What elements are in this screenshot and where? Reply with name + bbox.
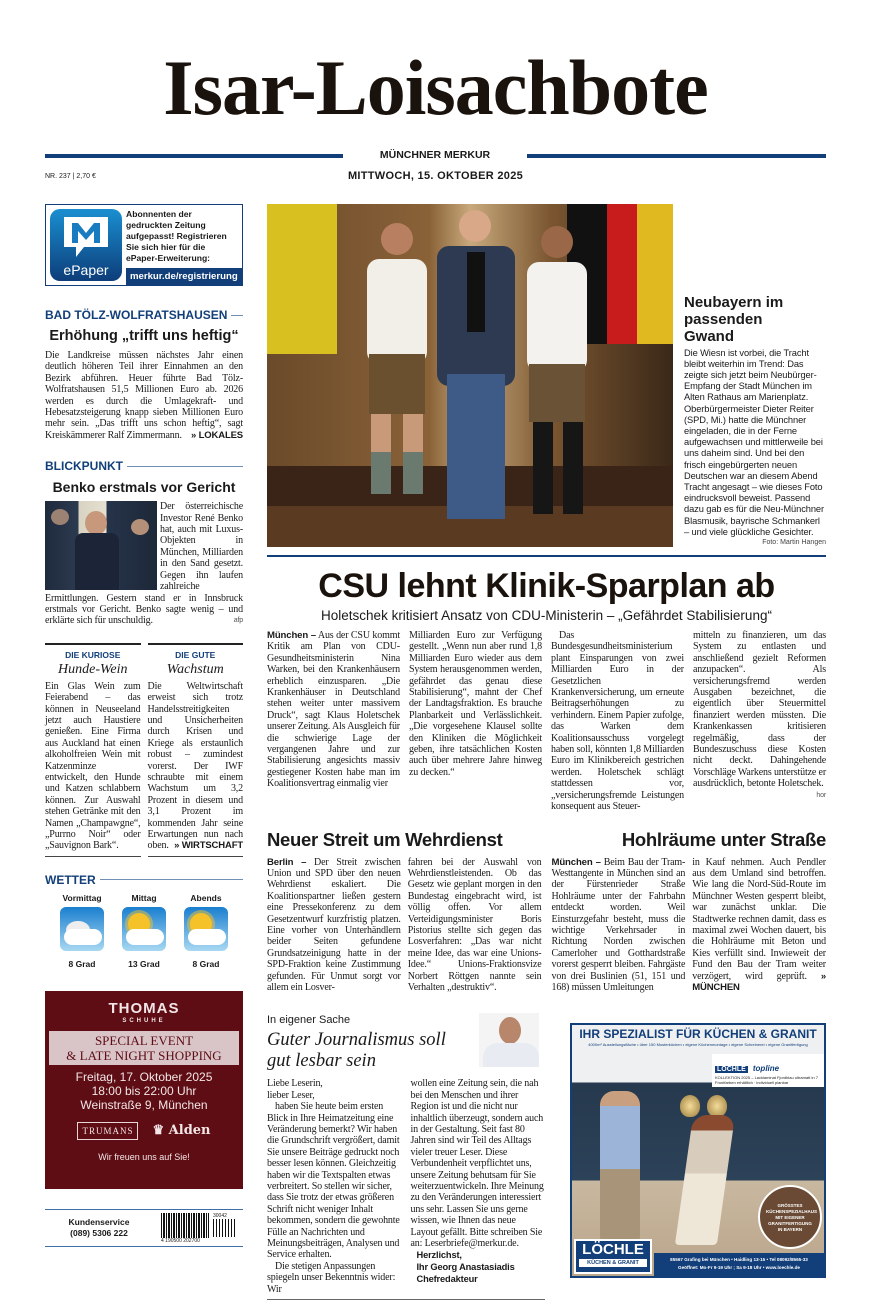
ad-hours: Geöffnet: Mo-Fr 9-19 Uhr ; Sa 9-18 Uhr • www.loechle.de <box>678 1265 800 1271</box>
parent-paper: MÜNCHNER MERKUR <box>379 149 491 161</box>
hohlraeume-article <box>552 829 827 994</box>
weather-period: Vormittag <box>62 892 102 903</box>
lead-column <box>267 630 400 813</box>
lead-column <box>693 630 826 813</box>
weather-period: Mittag <box>131 892 157 903</box>
masthead-rule-right <box>527 154 826 158</box>
customer-service <box>45 1217 153 1239</box>
hohlraeume-headline[interactable]: Hohlräume unter Straße <box>621 828 826 850</box>
epaper-promo[interactable] <box>45 204 243 286</box>
badge-text: KOLLEKTION 2025 – Lacklaminat Fjordblau ultramatt in 7 Frontfarben erhältlich · individuell planbar <box>715 1075 818 1086</box>
local-headline[interactable]: Erhöhung „trifft uns heftig“ <box>49 328 239 344</box>
man-figure <box>600 1091 640 1241</box>
kuriose-title[interactable]: Hunde-Wein <box>58 661 128 677</box>
lead-columns <box>267 630 826 813</box>
logo-text: LÖCHLE <box>582 1241 644 1259</box>
photo-credit: Foto: Martin Hangen <box>762 539 826 546</box>
signature: Chefredakteur <box>416 1274 478 1285</box>
cloudy-icon <box>60 907 104 951</box>
ad-address: Weinstraße 9, München <box>80 1097 208 1112</box>
section-local <box>45 308 243 322</box>
weather-temp: 13 Grad <box>128 958 160 969</box>
gute-box <box>148 643 244 857</box>
dateline: München – <box>267 630 316 641</box>
section-label: BAD TÖLZ-WOLFRATSHAUSEN <box>45 308 228 322</box>
epaper-url[interactable]: merkur.de/registrierung <box>126 268 242 285</box>
column-text: in Kauf nehmen. Auch Pendler aus dem Umland sind betroffen. Wie lang die Nord-Süd-Route im Münchner Westen gesperrt bleibt, war zunächst unklar. Die Stadtwerke rechnen damit, dass es maximal zwei Wochen dauert, bis die Hohlräume mit Beton und Kies verfüllt sind. Inwieweit der Fund den Bau der Tram weiter verzögert, wird geprüft. <box>692 856 826 982</box>
section-label: BLICKPUNKT <box>45 459 123 474</box>
photo-row <box>267 204 826 547</box>
more-link-muenchen[interactable]: » MÜNCHEN <box>692 970 826 993</box>
ad-date: Freitag, 17. Oktober 2025 <box>75 1069 213 1084</box>
kuriose-box <box>45 643 141 857</box>
blickpunkt-text: Der österreichische Investor René Benko hat, auch mit Luxus-Objekten in München, Milliarden in den Sand gesetzt. Gegen ihn laufen zahlreiche Ermittlungen. Gestern stand er in Innsbruck erstmals vor Gericht. Benko sagte wenig – und erklärte sich für unschuldig. <box>45 501 243 627</box>
m-speech-bubble-icon <box>50 209 122 281</box>
column-text: Die stetigen Anpassungen spiegeln unser Bekenntnis wider: Wir <box>267 1260 396 1295</box>
editorial-kicker: In eigener Sache <box>267 1014 351 1027</box>
column-text: Der Streit zwischen Union und SPD über den neuen Wehrdienst eskaliert. Die Koalitionspartner ließen gestern eine Pressekonferenz zu dem Gesetzentwurf kurzfristig platzen. Eine vorher von Unterhändlern beider Seiten gefundene Grundsatzeinigung hatte in der SPD-Fraktion keine Zustimmung gefunden. Für Unmut sorgt vor allem ein Losver- <box>267 856 401 993</box>
barcode <box>161 1213 209 1238</box>
ad-address: 85567 Grafing bei München • Haidling 13-15 • Tel 08092/8565-33 <box>670 1257 808 1263</box>
topline-badge <box>712 1054 824 1087</box>
gute-body <box>148 681 244 852</box>
column-text: wollen eine Zeitung sein, die nah bei den Menschen und ihrer Region ist und die nicht nur inhaltlich überzeugt, sondern auch in der Gestaltung. Seit fast 80 Jahren sind wir Teil des Alltags vieler treuer Leser. Diese Verbundenheit verpflichtet uns, unsere Zeitung behutsam für Sie weiterzuentwickeln. Ihre Meinung zu den Veränderungen interessiert uns sehr. Lassen Sie uns gerne wissen, wie Ihnen das neue Layout gefällt. Bitte schreiben Sie an: Leserbriefe@merkur.de. <box>410 1078 544 1250</box>
section-weather <box>45 873 243 887</box>
editorial <box>267 1013 545 1300</box>
lead-subhead: Holetschek kritisiert Ansatz von CDU-Ministerin – „Gefährdet Stabilisierung“ <box>321 608 772 623</box>
loechle-logo <box>574 1239 652 1274</box>
hohlraeume-column <box>692 857 826 994</box>
signature: Herzlichst, <box>416 1250 462 1261</box>
news-row <box>267 829 826 994</box>
ad-closing: Wir freuen uns auf Sie! <box>98 1151 190 1162</box>
section-blickpunkt <box>45 459 243 473</box>
weather-item <box>179 893 233 969</box>
issue-info: NR. 237 | 2,70 € <box>45 173 96 180</box>
service-box <box>45 1209 243 1247</box>
editorial-column <box>411 1078 546 1295</box>
ad-event-banner <box>49 1031 239 1065</box>
alden-crest-icon: ♛ <box>152 1123 165 1139</box>
badge-brand: LÖCHLE <box>717 1066 746 1074</box>
gute-label: DIE GUTE <box>175 649 216 660</box>
ad-event-line: SPECIAL EVENT <box>94 1032 194 1048</box>
more-link-wirtschaft[interactable]: » WIRTSCHAFT <box>174 840 243 852</box>
ad-event-line: & LATE NIGHT SHOPPING <box>66 1047 222 1063</box>
reception-photo[interactable] <box>267 204 673 547</box>
weather-row <box>45 893 243 969</box>
salutation: Liebe Leserin, <box>267 1078 323 1090</box>
ad-brand-sub: SCHUHE <box>122 1017 166 1024</box>
alden-logo-text: Alden <box>168 1123 211 1139</box>
photo-story <box>684 204 826 547</box>
badge-line: topline <box>752 1064 780 1074</box>
dateline: München – <box>551 856 601 868</box>
epaper-text: Abonnenten der gedruckten Zeitung aufgepasst! Registrieren Sie sich hier für die ePaper-Erweiterung: <box>126 209 227 263</box>
ad-tagline: 4000m² Ausstellungsfläche • über 150 Musterküchen • eigene Küchenmontage • eigene Schreinerei • eigene Granitfertigung <box>588 1042 808 1048</box>
benko-photo <box>45 501 157 590</box>
weather-temp: 8 Grad <box>192 958 220 969</box>
ad-time: 18:00 bis 22:00 Uhr <box>91 1083 197 1098</box>
wehrdienst-column <box>267 857 401 994</box>
loechle-ad[interactable] <box>570 1023 826 1278</box>
barcode-number: 4 190500 202700 <box>161 1237 200 1244</box>
barcode-addon <box>213 1219 237 1237</box>
pendant-lamp <box>680 1095 700 1117</box>
salutation: lieber Leser, <box>267 1089 315 1101</box>
issue-number: NR. 237 <box>45 173 71 180</box>
hohlraeume-column <box>552 857 686 994</box>
more-link-lokales[interactable]: » LOKALES <box>191 429 243 441</box>
woman-figure <box>675 1115 735 1245</box>
column-text: haben Sie heute beim ersten Blick in Ihre Heimatzeitung eine Veränderung bemerkt? Wir haben die Grundschrift vergrößert, damit Sie unsere Beiträge gedruckt noch besser lesen können. Gleichzeitig haben wir die Textspalten etwas verbreitert. So stellen wir sicher, dass Sie trotz der etwas größeren Schrift nicht weniger Inhalt bekommen, sondern die gewohnte Fülle an Nachrichten und Meinungsbeiträgen, Analysen und Service erhalten. <box>267 1101 400 1261</box>
column-text: Beim Bau der Tram-Westtangente in München sind an der Fürstenrieder Straße Hohlräume unter der Fahrbahn entdeckt worden. Weil Einsturzgefahr besteht, muss die wichtige Verkehrsader in Richtung Norden zwischen Camerloher und Gotthardstraße vorerst gesperrt bleiben. Fahrgäste von drei Buslinien (51, 151 und 168) müssen Umleitungen <box>551 856 686 993</box>
ad-contact <box>654 1253 824 1276</box>
editor-portrait <box>479 1013 539 1067</box>
weather-period: Abends <box>190 892 222 903</box>
service-label: Kundenservice <box>68 1217 130 1228</box>
kuriose-body: Ein Glas Wein zum Feierabend – das können in Neuseeland jetzt auch Haustiere genießen. Eine Firma aus Auckland hat einen alkoholfreien Wein mit Katzenminze entwickelt, den Hunde und Katzen schlabbern können. Zur Auswahl stehen Getränke mit den Namen „Champawgne“, „Purrno Noir“ oder „Sauvignon Bark“. <box>45 680 141 852</box>
wehrdienst-column: fahren bei der Auswahl von Wehrdienstleistenden. Ob das Gesetz wie geplant morgen in den Bundestag eingebracht wird, ist völlig offen. Vor allem Verteidigungsminister Boris Pistorius stellte sich gegen das Losverfahren: „Das war nicht meine Idee, das war eine Unions-Idee.“ Unions-Fraktionsvize Norbert Röttgen nannte sein Verhalten „destruktiv“. <box>407 856 542 993</box>
local-body <box>45 350 243 441</box>
section-label: WETTER <box>45 872 96 887</box>
editorial-headline[interactable]: Guter Journalismus soll gut lesbar sein <box>267 1030 446 1072</box>
sun-behind-cloud-icon <box>184 907 228 951</box>
logo-sub: KÜCHEN & GRANIT <box>579 1259 647 1267</box>
trumans-logo: TRUMANS <box>77 1122 138 1140</box>
local-text: Die Landkreise müssen nächstes Jahr einen deutlich höheren Teil ihrer Einnahmen an den Bezirk abführen. Heuer führte Bad Tölz-Wolfratshausen 51,5 Millionen Euro ab. 2026 werden es durch die Umlagekraft- und Hebesatzsteigerung knapp sieben Millionen Euro mehr sein. „Das trifft uns schon heftig“, sagt Kreiskämmerer Ralf Zimmermann. <box>45 350 243 441</box>
gute-text: Die Weltwirtschaft erweist sich trotz Handelsstreitigkeiten und Unsicherheiten durch Krisen und Kriege als erstaunlich robust – zumindest vorerst. Der IWF schraubte mit einem Wachstum um 3,2 Prozent in diesem und 3,1 Prozent im kommenden Jahr seine Erwartungen nun nach oben. <box>147 680 243 852</box>
issue-date: MITTWOCH, 15. OKTOBER 2025 <box>347 170 524 182</box>
column-text: Aus der CSU kommt Kritik am Plan von CDU-Gesundheitsministerin Nina Warken, bei den Krankenhäusern erheblich einzusparen. „Die Krankenhäuser in Deutschland stehen weiter unter massivem Druck“, sagt Klaus Holetschek unserer Zeitung. Als Ausgleich für die schwierige Lage der vergangenen Jahre und zur Stabilisierung angesichts massiv gestiegener Kosten habe man im Koalitionsvertrag einmalig vier <box>267 630 400 790</box>
issue-price: 2,70 € <box>76 173 96 180</box>
masthead-title[interactable]: Isar-Loisachbote <box>163 44 708 131</box>
masthead-rule-left <box>45 154 343 158</box>
photo-story-headline[interactable]: Neubayern im passenden Gwand <box>684 293 784 345</box>
weather-item <box>117 893 171 969</box>
photo-credit: afp <box>233 617 243 625</box>
short-news-row <box>45 643 243 857</box>
lead-column: Milliarden Euro zur Verfügung gestellt. „Wenn nun aber rund 1,8 Milliarden Euro wieder aus dem System herausgenommen werden, gefährdet das genau diese Stabilisierung“, mahnt der Chef der Landtagsfraktion. Es brauche Planbarkeit und Verlässlichkeit. „Die vorgesehene Klausel sollte den Kliniken die Möglichkeit geben, ihre tatsächlichen Kosten auch über mehrere Jahre hinweg zu decken.“ <box>409 630 542 778</box>
blickpunkt-body <box>45 501 243 626</box>
thomas-schuhe-ad[interactable] <box>45 991 243 1189</box>
ad-circle: GRÖSSTES KÜCHENSPEZIALHAUS MIT EIGENER GRANITFERTIGUNG IN BAYERN <box>758 1185 822 1249</box>
main-column <box>267 204 826 1300</box>
wehrdienst-headline[interactable]: Neuer Streit um Wehrdienst <box>267 828 503 850</box>
blickpunkt-headline[interactable]: Benko erstmals vor Gericht <box>52 479 236 496</box>
service-phone[interactable]: (089) 5306 222 <box>70 1228 128 1239</box>
ad-brand: THOMAS <box>108 999 180 1017</box>
dateline: Berlin – <box>267 856 307 868</box>
lead-column: Das Bundesgesundheitsministerium plant Einsparungen von zwei Milliarden Euro in der Gesetzlichen Krankenversicherung, um erneute Beitragserhöhungen zu verhindern. Einem Papier zufolge, das Warken dem Koalitionsausschuss vorgelegt haben soll, könnten 1,8 Milliarden Euro im Klinikbereich gestrichen werden. Holetschek schlägt stattdessen vor, „versicherungsfremde Leistungen konsequent aus Steuer- <box>551 630 684 813</box>
epaper-label: ePaper <box>63 262 109 278</box>
barcode-block <box>161 1213 237 1244</box>
wehrdienst-article <box>267 829 542 994</box>
alden-logo <box>152 1123 210 1138</box>
ad-headline: IHR SPEZIALIST FÜR KÜCHEN & GRANIT <box>579 1027 817 1042</box>
sun-behind-cloud-icon <box>122 907 166 951</box>
gute-title[interactable]: Wachstum <box>166 661 224 677</box>
editorial-column <box>267 1078 402 1295</box>
weather-item <box>55 893 109 969</box>
left-column <box>45 204 243 1247</box>
bottom-row <box>267 1013 826 1300</box>
signature: Ihr Georg Anastasiadis <box>416 1262 515 1273</box>
kuriose-label: DIE KURIOSE <box>65 649 121 660</box>
rule <box>267 555 826 557</box>
column-text: mitteln zu finanzieren, um das System zu entlasten und anschließend gezielt Reformen anzupacken“. Als versicherungsfremd werden Ausgaben bezeichnet, die eigentlich über Steuermittel finanziert werden müssten. Die Krankenkassen kritisieren regelmäßig, dass der Bundeszuschuss diese Kosten nicht deckt. Dahingehende Vorschläge Warkens unterstütze er ausdrücklich, betonte Holetschek. <box>693 630 826 790</box>
photo-story-body: Die Wiesn ist vorbei, die Tracht bleibt weiterhin im Trend: Das zeigte sich jetzt beim Neubürger-Empfang der Stadt München im Alten Rathaus am Marienplatz. Oberbürgermeister Dieter Reiter (SPD, Mi.) hatte die Münchner eingeladen, die in der Ferne aufgewachsen und mittlerweile bei uns daheim sind. Und bei den frisch eingebürgerten neuen Deutschen war an diesem Abend Tracht angesagt – wie dieses Foto eindrucksvoll beweist. Passend dazu gab es für die Neu-Münchner Blasmusik, bayrische Schmankerl – und viele glückliche Gesichter. <box>684 347 824 537</box>
weather-temp: 8 Grad <box>68 958 96 969</box>
lead-headline[interactable]: CSU lehnt Klinik-Sparplan ab <box>318 567 775 605</box>
barcode-addon-number: 30042 <box>213 1212 227 1219</box>
author-initials: hor <box>816 791 826 799</box>
